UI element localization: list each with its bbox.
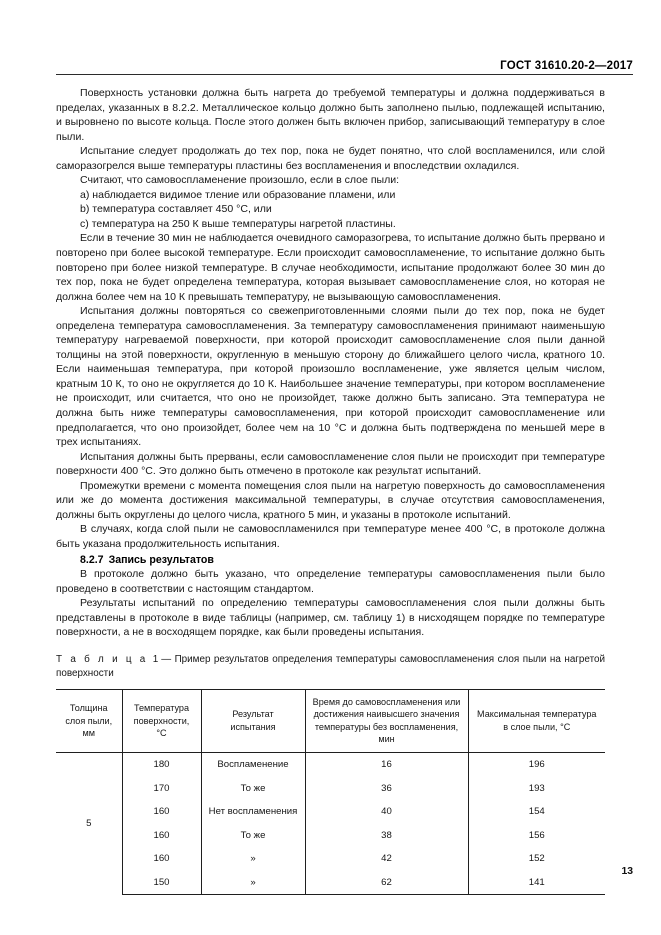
cell-thickness: 5 [56, 753, 122, 895]
cell-test-result: Воспламенение [201, 753, 305, 777]
header-line: испытания [230, 721, 276, 732]
table-caption [56, 653, 605, 680]
column-header-time [305, 690, 468, 753]
cell-max-temperature: 156 [468, 824, 605, 848]
header-line: мм [82, 727, 95, 738]
table-row [56, 824, 605, 848]
paragraph: В случаях, когда слой пыли не самовоспламенился при температуре менее 400 °С, в протоколе должна быть указана продолжительность испытания. [56, 523, 605, 550]
cell-surface-temperature: 180 [122, 753, 201, 777]
cell-surface-temperature: 160 [122, 800, 201, 824]
document-content [56, 86, 605, 895]
header-line: температуры без воспламенения, мин [314, 721, 459, 744]
table-caption-label: Т а б л и ц а [56, 654, 148, 666]
page-number: 13 [621, 866, 633, 877]
table-header [56, 690, 605, 753]
column-header-test-result [201, 690, 305, 753]
table-row [56, 871, 605, 895]
header-line: достижения наивысшего значения [313, 709, 460, 720]
table-caption-number: 1 [152, 654, 159, 666]
column-header-thickness [56, 690, 122, 753]
header-line: в слое пыли, °С [503, 721, 571, 732]
column-header-max-temperature [468, 690, 605, 753]
cell-time: 38 [305, 824, 468, 848]
cell-time: 40 [305, 800, 468, 824]
paragraph: Результаты испытаний по определению температуры самовоспламенения слоя пыли должны быть представлены в протоколе в виде таблицы (например, см. таблицу 1) в нисходящем порядке по температуре поверхности, а не в восходящем порядке, как были проведены испытания. [56, 597, 605, 639]
header-line: слоя пыли, [65, 715, 113, 726]
header-line: Максимальная температура [477, 709, 597, 720]
cell-surface-temperature: 160 [122, 824, 201, 848]
cell-max-temperature: 141 [468, 871, 605, 895]
list-item: a) наблюдается видимое тление или образование пламени, или [80, 188, 396, 201]
table-row [56, 800, 605, 824]
header-line: Результат [232, 709, 274, 720]
cell-max-temperature: 196 [468, 753, 605, 777]
table-row [56, 753, 605, 777]
cell-test-result: То же [201, 824, 305, 848]
cell-time: 42 [305, 847, 468, 871]
cell-time: 16 [305, 753, 468, 777]
header-line: Температура [133, 703, 190, 714]
results-table [56, 689, 605, 895]
section-title: Запись результатов [108, 553, 214, 566]
cell-time: 36 [305, 777, 468, 801]
standard-code: ГОСТ 31610.20-2—2017 [500, 60, 633, 72]
header-rule [56, 74, 633, 75]
header-line: поверхности, [133, 715, 190, 726]
list-item: b) температура составляет 450 °С, или [80, 203, 272, 216]
cell-test-result: Нет воспламенения [201, 800, 305, 824]
paragraph: Промежутки времени с момента помещения слоя пыли на нагретую поверхность до самовоспламенения или же до момента достижения максимальной температуры, в случае отсутствия самовоспламенения, должны быть округлены до целого числа, кратного 5 мин, и указаны в протоколе испытаний. [56, 479, 605, 521]
cell-surface-temperature: 150 [122, 871, 201, 895]
table-body [56, 753, 605, 895]
cell-surface-temperature: 170 [122, 777, 201, 801]
paragraph: В протоколе должно быть указано, что определение температуры самовоспламенения пыли было проведено в соответствии с настоящим стандартом. [56, 568, 605, 595]
document-header [213, 56, 633, 75]
section-heading [56, 552, 605, 568]
cell-max-temperature: 154 [468, 800, 605, 824]
header-line: Толщина [69, 703, 108, 714]
cell-test-result: То же [201, 777, 305, 801]
paragraph: Если в течение 30 мин не наблюдается очевидного саморазогрева, то испытание должно быть прервано и повторено при более высокой температуре. Если происходит самовоспламенение, то испытание должно быть повторено при более низкой температуре. В случае необходимости, испытание продолжают более 30 мин до тех пор, пока не будет определена температура, которая вызывает самовоспламенение слоя, но которая не должна более чем на 10 К превышать температуру, не вызывающую самовоспламенения. [56, 232, 605, 303]
cell-max-temperature: 193 [468, 777, 605, 801]
table-caption-dash: — [161, 654, 172, 666]
table-caption-text: Пример результатов определения температуры самовоспламенения слоя пыли на нагретой поверхности [56, 654, 605, 679]
paragraph: Поверхность установки должна быть нагрета до требуемой температуры и должна поддерживаться в пределах, указанных в 8.2.2. Металлическое кольцо должно быть заполнено пылью, подлежащей испытанию, и выровнено по высоте кольца. После этого должен быть включен прибор, записывающий температуру в слое пыли. [56, 87, 605, 143]
column-header-surface-temperature [122, 690, 201, 753]
header-line: Время до самовоспламенения или [312, 697, 461, 708]
list-item: c) температура на 250 К выше температуры нагретой пластины. [80, 217, 396, 230]
paragraph: Испытания должны повторяться со свежеприготовленными слоями пыли до тех пор, пока не будет определена температура самовоспламенения. За температуру самовоспламенения принимают наименьшую температуру нагреваемой поверхности, при которой происходит самовоспламенение слоя пыли данной толщины на этой поверхности, округленную в меньшую сторону до ближайшего целого числа, кратного 10. Если наименьшая температура, при которой произошло воспламенение, уже является целым числом, кратным 10 К, то оно не округляется до 10 К. Наибольшее значение температуры, при котором воспламенение не происходит, или считается, что оно не произойдет, также должно быть записано. Эта температура не должна быть ниже температуры самовоспламенения, при которой происходит самовоспламенение или предполагается, что оно произойдет, более чем на 10 °С и должна быть подтверждена по меньшей мере в трех испытаниях. [56, 305, 605, 449]
table-header-row [56, 690, 605, 753]
cell-time: 62 [305, 871, 468, 895]
section-number: 8.2.7 [80, 553, 104, 566]
paragraph: Испытание следует продолжать до тех пор, пока не будет понятно, что слой воспламенился, или слой саморазогрелся выше температуры пластины без воспламенения и впоследствии охладился. [56, 145, 605, 172]
table-row [56, 777, 605, 801]
cell-surface-temperature: 160 [122, 847, 201, 871]
cell-test-result: » [201, 871, 305, 895]
cell-max-temperature: 152 [468, 847, 605, 871]
paragraph: Испытания должны быть прерваны, если самовоспламенение слоя пыли не происходит при температуре поверхности 400 °С. Это должно быть отмечено в протоколе как результат испытаний. [56, 450, 605, 478]
header-line: °С [156, 727, 167, 738]
table-row [56, 847, 605, 871]
paragraph: Считают, что самовоспламенение произошло, если в слое пыли: [80, 174, 400, 187]
cell-test-result: » [201, 847, 305, 871]
